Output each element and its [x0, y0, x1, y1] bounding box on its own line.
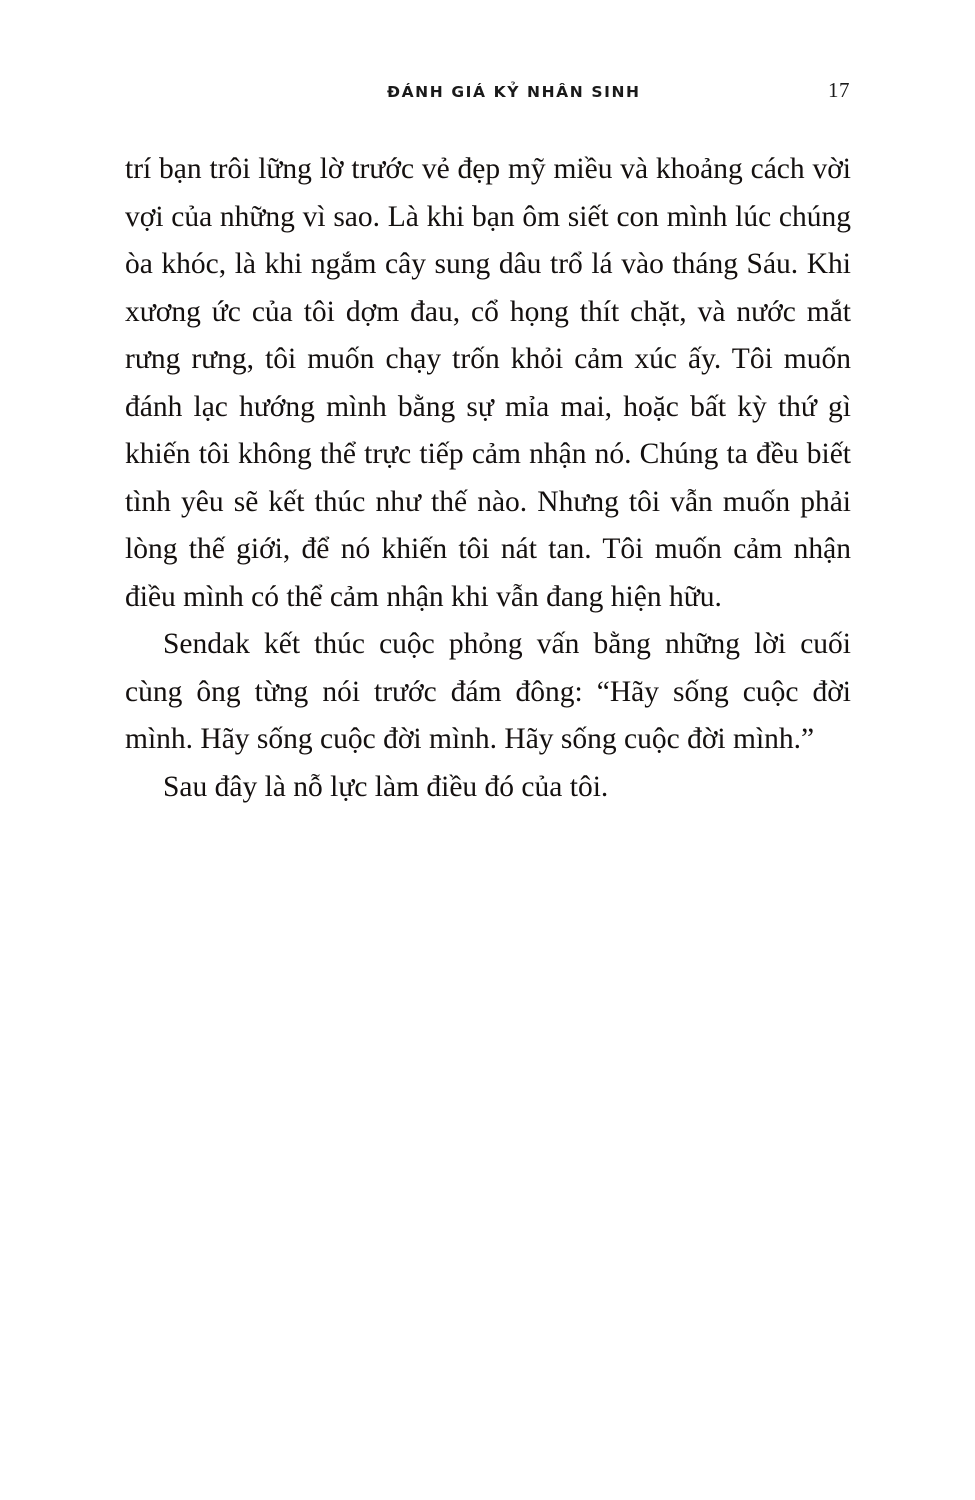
running-header: [125, 78, 850, 102]
paragraph: trí bạn trôi lững lờ trước vẻ đẹp mỹ miều và khoảng cách vời vợi của những vì sao. Là khi bạn ôm siết con mình lúc chúng òa khóc, là khi ngắm cây sung dâu trổ lá vào tháng Sáu. Khi xương ức của tôi dợm đau, cổ họng thít chặt, và nước mắt rưng rưng, tôi muốn chạy trốn khỏi cảm xúc ấy. Tôi muốn đánh lạc hướng mình bằng sự mỉa mai, hoặc bất kỳ thứ gì khiến tôi không thể trực tiếp cảm nhận nó. Chúng ta đều biết tình yêu sẽ kết thúc như thế nào. Nhưng tôi vẫn muốn phải lòng thế giới, để nó khiến tôi nát tan. Tôi muốn cảm nhận điều mình có thể cảm nhận khi vẫn đang hiện hữu.: [125, 153, 851, 613]
body-text: [125, 146, 851, 811]
running-head-title: ĐÁNH GIÁ KỶ NHÂN SINH: [387, 83, 641, 101]
page-number: 17: [828, 78, 850, 102]
paragraph: Sau đây là nỗ lực làm điều đó của tôi.: [163, 770, 609, 803]
paragraph: Sendak kết thúc cuộc phỏng vấn bằng những lời cuối cùng ông từng nói trước đám đông: “Hãy sống cuộc đời mình. Hãy sống cuộc đời mình. Hãy sống cuộc đời mình.”: [125, 628, 851, 755]
